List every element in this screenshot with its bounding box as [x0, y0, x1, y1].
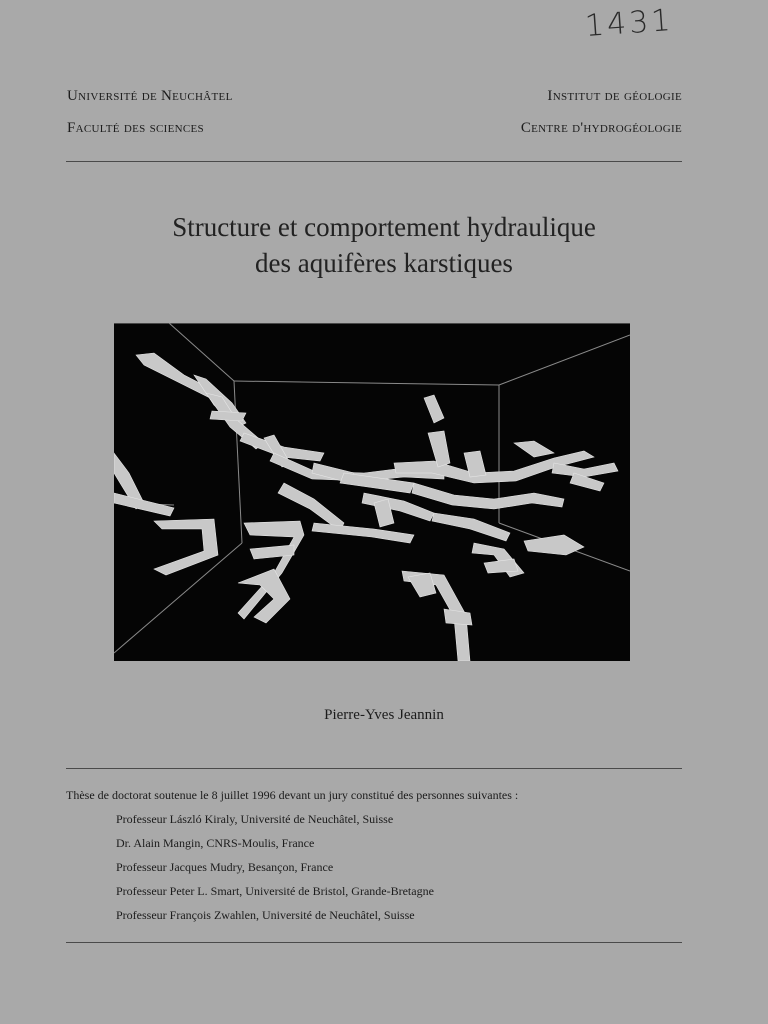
- jury-top-divider: [66, 768, 682, 769]
- author-name: Pierre-Yves Jeannin: [324, 707, 444, 723]
- thesis-title-line2: des aquifères karstiques: [255, 248, 513, 278]
- jury-member: Professeur Jacques Mudry, Besançon, France: [116, 860, 334, 874]
- karst-network-illustration: [114, 323, 630, 661]
- header-divider: [66, 161, 682, 162]
- jury-intro: Thèse de doctorat soutenue le 8 juillet 1996 devant un jury constitué des personnes suivantes :: [66, 788, 519, 802]
- university-name: Université de Neuchâtel: [67, 88, 233, 104]
- jury-bottom-divider: [66, 942, 682, 943]
- thesis-title-line1: Structure et comportement hydraulique: [172, 212, 596, 242]
- perspective-frame: [114, 323, 630, 653]
- karst-network-3d-figure: [114, 323, 630, 661]
- centre-name: Centre d'hydrogéologie: [520, 120, 682, 136]
- institute-name: Institut de géologie: [547, 88, 682, 104]
- jury-member: Dr. Alain Mangin, CNRS-Moulis, France: [116, 836, 315, 850]
- jury-member: Professeur László Kiraly, Université de Neuchâtel, Suisse: [116, 812, 394, 826]
- jury-member: Professeur François Zwahlen, Université de Neuchâtel, Suisse: [116, 908, 415, 922]
- conduit-network: [114, 353, 618, 661]
- jury-member: Professeur Peter L. Smart, Université de Bristol, Grande-Bretagne: [116, 884, 434, 898]
- faculty-name: Faculté des sciences: [67, 120, 204, 136]
- handwritten-catalog-number: 1431: [583, 2, 675, 45]
